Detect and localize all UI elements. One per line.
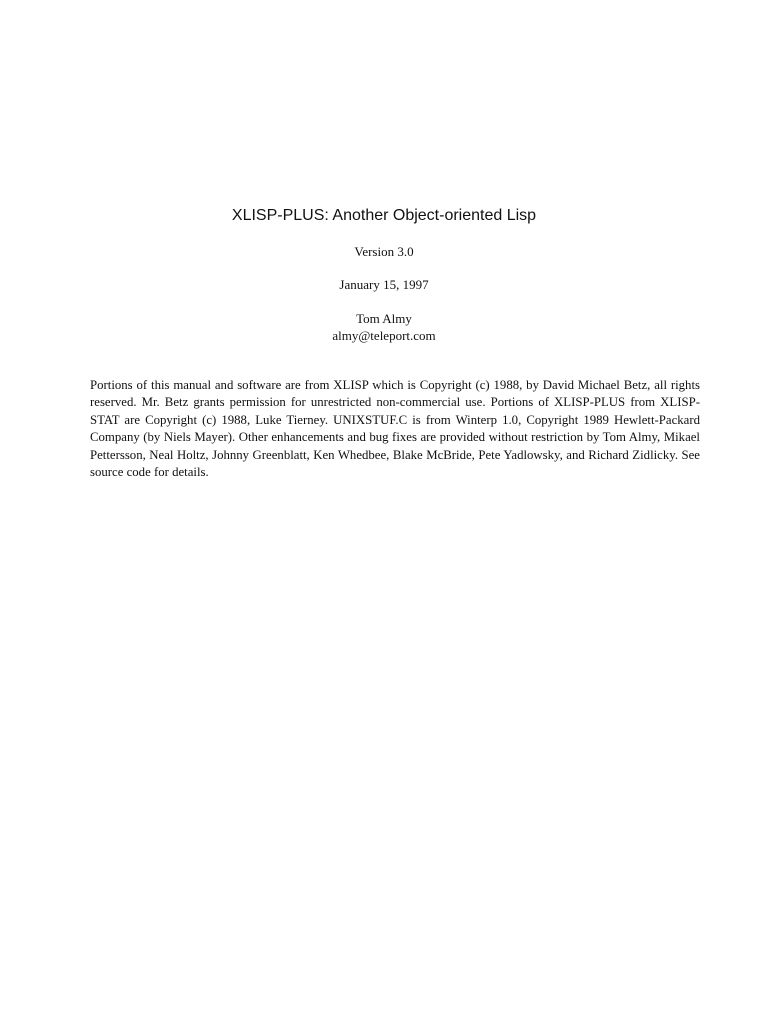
document-author: Tom Almy [356,311,412,326]
copyright-paragraph: Portions of this manual and software are from XLISP which is Copyright (c) 1988, by David Michael Betz, all rights reserved. Mr. Betz grants permission for unrestricted non-commercial use. Portions of XLISP-PLUS from XLISP-STAT are Copyright (c) 1988, Luke Tierney. UNIXSTUF.C is from Winterp 1.0, Copyright 1989 Hewlett-Packard Company (by Niels Mayer). Other enhancements and bug fixes are provided without restriction by Tom Almy, Mikael Pettersson, Neal Holtz, Johnny Greenblatt, Ken Whedbee, Blake McBride, Pete Yadlowsky, and Richard Zidlicky. See source code for details. [90,378,700,480]
document-date: January 15, 1997 [339,277,429,292]
document-title: XLISP-PLUS: Another Object-oriented Lisp [231,207,537,224]
author-email: almy@teleport.com [332,328,436,343]
document-version: Version 3.0 [354,244,414,259]
